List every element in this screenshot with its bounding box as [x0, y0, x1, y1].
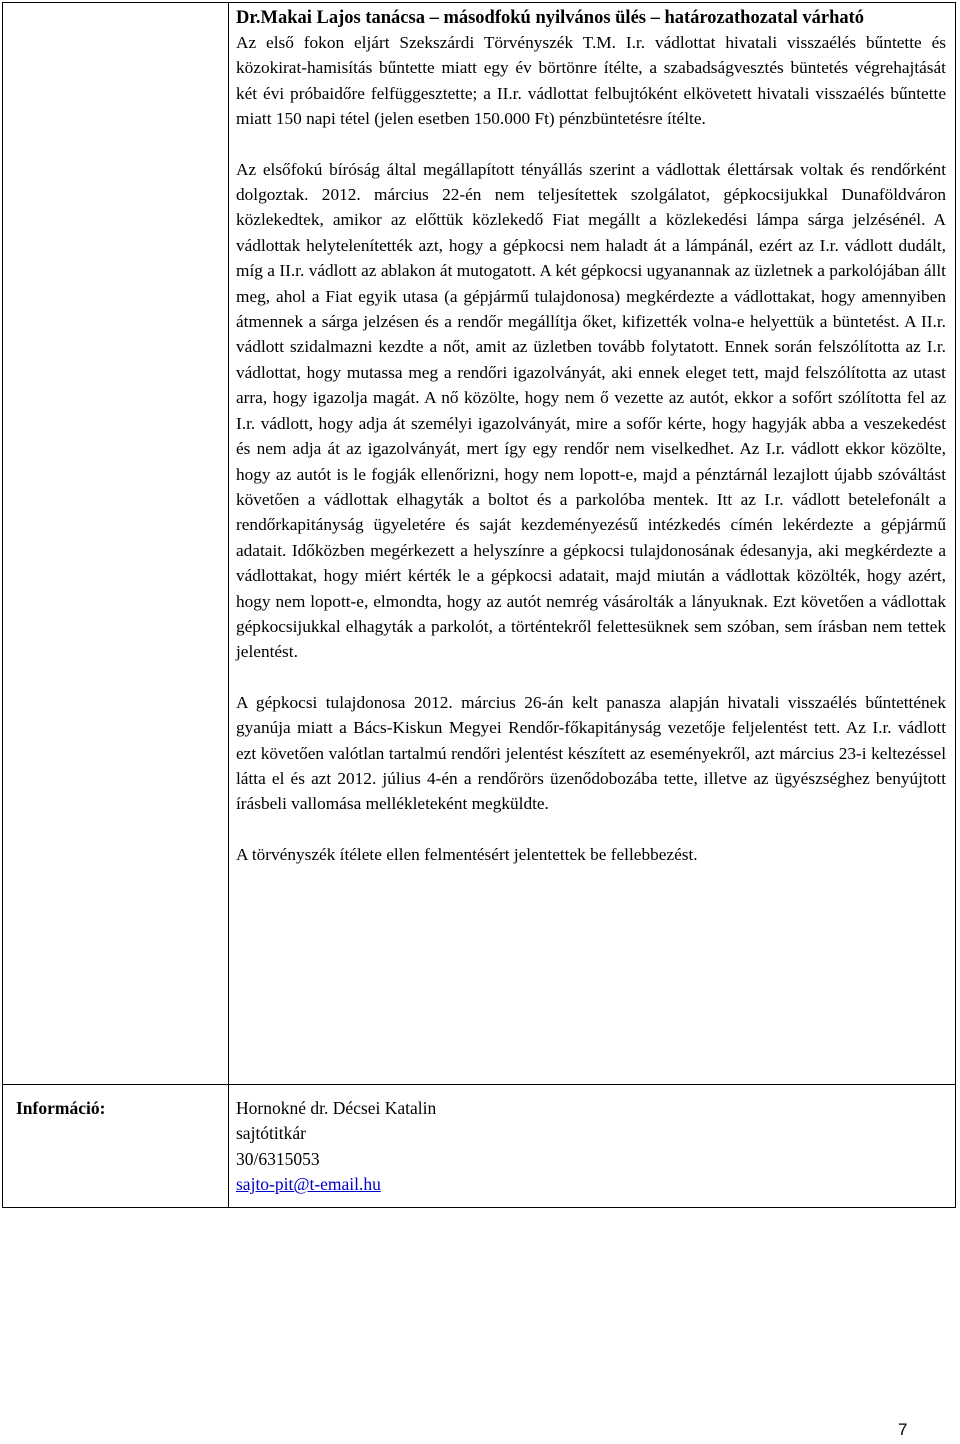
info-label: Információ:	[16, 1098, 106, 1118]
contact-email-link[interactable]: sajto-pit@t-email.hu	[236, 1174, 381, 1195]
column-divider	[228, 3, 229, 1207]
paragraph-complaint: A gépkocsi tulajdonosa 2012. március 26-án kelt panasza alapján hivatali visszaélés bűntettének gyanúja miatt a Bács-Kiskun Megyei Rendőr-főkapitányság vezetője feljelentést tett. Az I.r. vádlott ezt követően valótlan tartalmú rendőri jelentést készített az eseményekről, azt március 23-i keltezéssel látta el és azt 2012. július 4-én a rendőrörs üzenődobozába tette, illetve az ügyészséghez benyújtott írásbeli vallomása mellékleteként megküldte.	[236, 692, 946, 814]
paragraph-appeal: A törvényszék ítélete ellen felmentésért jelentettek be fellebbezést.	[236, 844, 698, 864]
contact-role: sajtótitkár	[236, 1123, 306, 1144]
row-divider	[3, 1084, 955, 1085]
contact-block	[236, 1096, 436, 1198]
paragraph-facts: Az elsőfokú bíróság által megállapított tényállás szerint a vádlottak élettársak voltak és rendőrként dolgoztak. 2012. március 22-én nem teljesítettek szolgálatot, gépkocsijukkal Dunaföldváron közlekedtek, amikor az előttük közlekedő Fiat megállt a közlekedési lámpa sárga jelzésénél. A vádlottak helytelenítették azt, hogy a gépkocsi nem haladt át a lámpánál, ezért az I.r. vádlott dudált, míg a II.r. vádlott az ablakon át mutogatott. A két gépkocsi ugyanannak az üzletnek a parkolójában állt meg, ahol a Fiat egyik utasa (a gépjármű tulajdonosa) megkérdezte a vádlottakat, hogy amennyiben átmennek a sárga jelzésen és a rendőr megállítja őket, kifizették volna-e helyettük a büntetést. A II.r. vádlott szidalmazni kezdte a nőt, amit az üzletben tovább folytatott. Ennek során felszólította az I.r. vádlottat, hogy mutassa meg a rendőri igazolványát, aki ennek eleget tett, majd felszólította az utast arra, hogy igazolja magát. A nő közölte, hogy nem ő vezette az autót, ekkor a sofőrt szólította fel az I.r. vádlott, hogy adja át személyi igazolványát, mire a sofőr kérte, hogy hagyják abba a veszekedést és nem adja át az igazolványát, mert így egy rendőr nem viselkedhet. Az I.r. vádlott ekkor közölte, hogy az autót is le fogják ellenőrizni, hogy nem lopott-e, majd a pénztárnál lezajlott újabb szóváltást követően a vádlottak elhagyták a boltot és a parkolóba mentek. Itt az I.r. vádlott betelefonált a rendőrkapitányság ügyeletére és saját kezdeményezésű intézkedés címén lekérdezte a gépjármű adatait. Időközben megérkezett a helyszínre a gépkocsi tulajdonosának édesanyja, aki megkérdezte a vádlottakat, hogy miért kérték le a gépkocsi adatait, majd miután a vádlottak közölték, hogy azért, hogy nem lopott-e, elmondta, hogy az autót nemrég vásárolták a lányuknak. Ezt követően a vádlottak gépkocsijukkal elhagyták a parkolót, a történtekről felettesüknek sem szóban, sem írásban nem tettek jelentést.	[236, 159, 946, 662]
contact-phone: 30/6315053	[236, 1148, 320, 1169]
section-heading: Dr.Makai Lajos tanácsa – másodfokú nyilvános ülés – határozathozatal várható	[236, 8, 865, 28]
page-number: 7	[898, 1420, 908, 1439]
contact-name: Hornokné dr. Décsei Katalin	[236, 1098, 437, 1118]
paragraph-verdict: Az első fokon eljárt Szekszárdi Törvényszék T.M. I.r. vádlottat hivatali visszaélés bűntette és közokirat-hamisítás bűntette miatt egy év börtönre ítélte, a szabadságvesztés büntetés végrehajtását két évi próbaidőre felfüggesztette; a II.r. vádlottat felbujtóként elkövetett hivatali visszaélés bűntette miatt 150 napi tétel (jelen esetben 150.000 Ft) pénzbüntetésre ítélte.	[236, 33, 946, 129]
content-cell	[236, 6, 946, 867]
